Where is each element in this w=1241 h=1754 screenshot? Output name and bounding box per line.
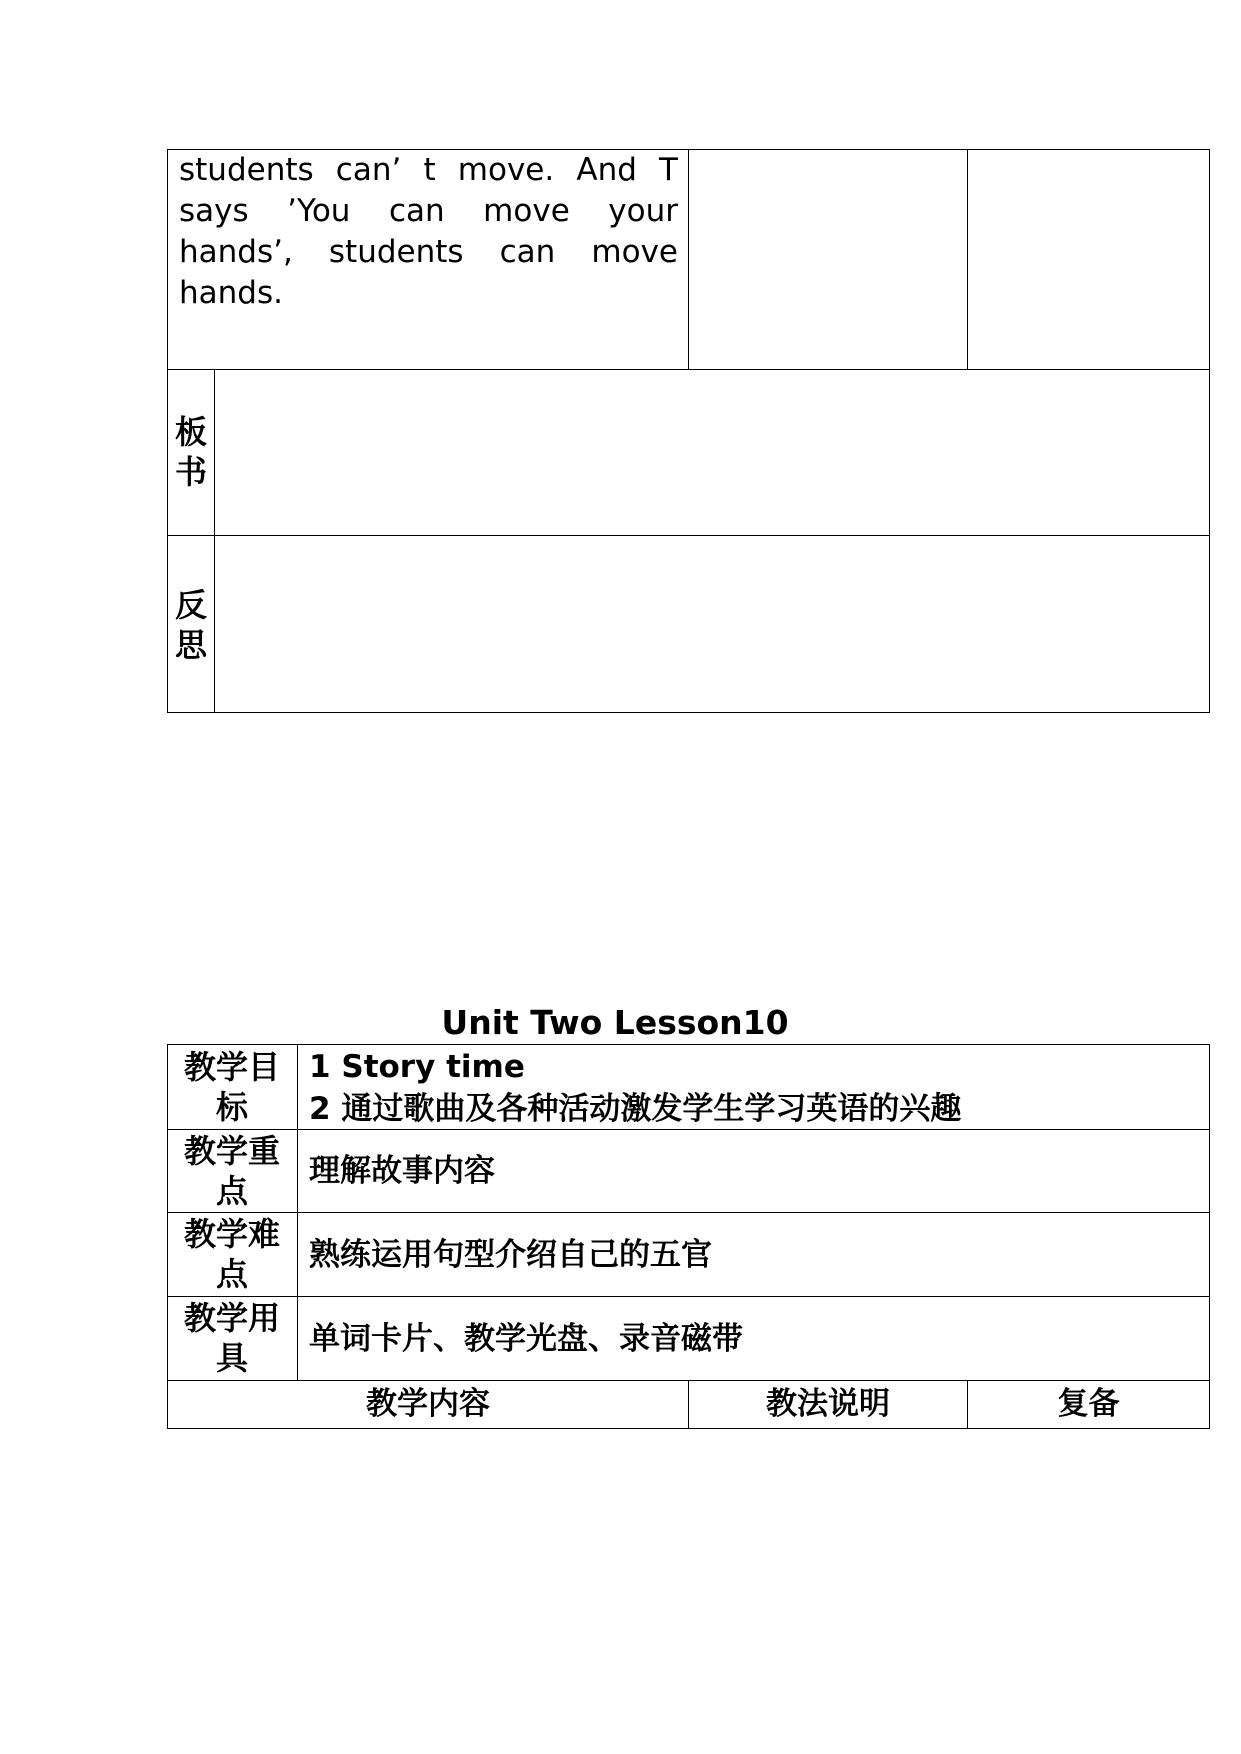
teaching-aids-label: 教学用具 bbox=[183, 1299, 280, 1377]
lesson-title: Unit Two Lesson10 bbox=[441, 1003, 789, 1042]
table-border bbox=[1209, 1044, 1210, 1429]
teaching-aids-text: 单词卡片、教学光盘、录音磁带 bbox=[309, 1321, 743, 1357]
objectives-line-2: 2 通过歌曲及各种活动激发学生学习英语的兴趣 bbox=[309, 1091, 962, 1127]
table-border bbox=[167, 712, 1210, 713]
difficulties-text: 熟练运用句型介绍自己的五官 bbox=[309, 1237, 712, 1273]
table-border bbox=[688, 149, 689, 370]
key-points-label: 教学重点 bbox=[183, 1132, 280, 1210]
table-border bbox=[167, 1044, 1210, 1045]
difficulties-label: 教学难点 bbox=[183, 1215, 280, 1293]
table-border bbox=[167, 1212, 1210, 1213]
board-label: 板书 bbox=[174, 413, 207, 491]
column-header-method: 教法说明 bbox=[766, 1386, 890, 1422]
table-border bbox=[967, 149, 968, 370]
column-header-review: 复备 bbox=[1057, 1386, 1120, 1422]
table-border bbox=[214, 369, 215, 713]
reflection-label: 反思 bbox=[174, 586, 207, 664]
continued-content-text: students can’ t move. And T says ’You can move your hands’, students can move hands. bbox=[179, 152, 678, 311]
objectives-label: 教学目标 bbox=[183, 1048, 280, 1126]
column-header-content: 教学内容 bbox=[366, 1386, 490, 1422]
table-border bbox=[297, 1044, 298, 1381]
key-points-text: 理解故事内容 bbox=[309, 1153, 495, 1189]
table-border bbox=[167, 1044, 168, 1429]
table-border bbox=[167, 535, 1210, 536]
objectives-line-1: 1 Story time bbox=[309, 1049, 525, 1085]
table-border bbox=[167, 1296, 1210, 1297]
table-border bbox=[1209, 149, 1210, 713]
table-border bbox=[167, 149, 168, 713]
